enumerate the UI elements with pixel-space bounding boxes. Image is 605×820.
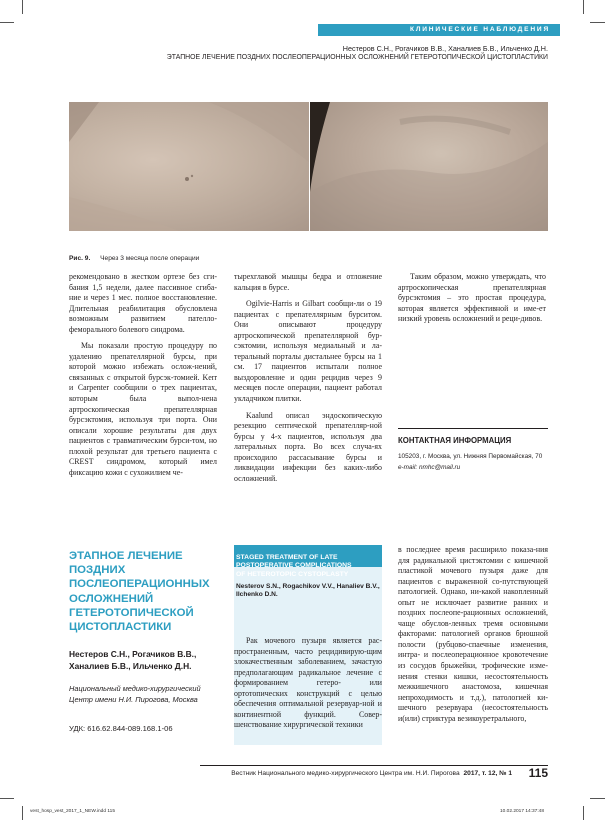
article-title-line: ПОЗДНИХ: [69, 564, 126, 577]
body-column-3: [398, 272, 546, 325]
crop-mark: [0, 798, 14, 799]
institution-line: Национальный медико-хирургический: [69, 684, 201, 693]
crop-mark: [583, 806, 584, 820]
authors-line: Нестеров С.Н., Рогачиков В.В.,: [69, 649, 197, 659]
footer-journal: [200, 770, 512, 777]
figure-label: Рис. 9.: [69, 255, 91, 262]
english-authors-line: Ilchenko D.N.: [236, 591, 278, 599]
print-slug-left: vest_hosp_vest_2017_1_NEW.indd 115: [30, 809, 115, 814]
institution-line: Центр имени Н.И. Пирогова, Москва: [69, 694, 198, 704]
authors-line: Ханалиев Б.В., Ильченко Д.Н.: [69, 660, 192, 671]
body-column-1: [69, 272, 217, 478]
contact-heading: КОНТАКТНАЯ ИНФОРМАЦИЯ: [398, 436, 512, 445]
print-slug-right: 10.02.2017 14:37:48: [500, 809, 545, 814]
article-institution: [69, 684, 201, 705]
figure-photo-right: [310, 102, 548, 231]
article-title-line: ПОСЛЕОПЕРАЦИОННЫХ: [69, 578, 210, 591]
english-title-line: POSTOPERATIVE COMPLICATIONS: [236, 562, 352, 570]
crop-mark: [583, 0, 584, 14]
paragraph: Таким образом, можно утверждать, что артроскопическая препателлярная бурсэктомия – это простая процедура, которая является эффективной и име-ет низкий уровень осложнений и реци-дивов.: [398, 272, 546, 324]
paragraph: тырехглавой мышцы бедра и отложение кальция в бурсе.: [234, 272, 382, 292]
paragraph: Ogilvie-Harris и Gilbart сообщи-ли о 19 пациентах с препателлярным бурситом. Они описывают процедуру артроскопической препателлярной бур-сэктомии, используя медиальный и ла-теральный порталы дистальнее бурсы на 1 см. 17 пациентов испытали полное выздоровление и один рецидив через 9 месяцев после операции, пациент работал укладчиком плитки.: [234, 299, 382, 404]
photo-detail: [310, 102, 548, 231]
crop-mark: [590, 798, 605, 799]
section-label: КЛИНИЧЕСКИЕ НАБЛЮДЕНИЯ: [410, 26, 550, 33]
crop-mark: [22, 806, 23, 820]
article-title-line: ЦИСТОПЛАСТИКИ: [69, 621, 172, 634]
photo-detail: [69, 102, 309, 231]
running-head-authors: Нестеров С.Н., Рогачиков В.В., Ханалиев Б.В., Ильченко Д.Н.: [342, 44, 548, 53]
running-head-title: ЭТАПНОЕ ЛЕЧЕНИЕ ПОЗДНИХ ПОСЛЕОПЕРАЦИОННЫХ ОСЛОЖНЕНИЙ ГЕТЕРОТОПИЧЕСКОЙ ЦИСТОПЛАСТИКИ: [166, 54, 548, 61]
contact-address: 105203, г. Москва, ул. Нижняя Первомайская, 70: [398, 453, 543, 460]
figure-caption: [69, 255, 549, 262]
english-authors-line: Nesterov S.N., Rogachikov V.V., Hanaliev B.V.,: [236, 583, 380, 590]
crop-mark: [590, 22, 605, 23]
contact-email: e-mail: nmhc@mail.ru: [398, 464, 461, 471]
body-column-2: [234, 272, 382, 484]
english-title: [236, 554, 380, 579]
figure-caption-text: Через 3 месяца после операции: [100, 255, 200, 262]
article-authors: [69, 649, 196, 672]
paragraph: Рак мочевого пузыря является рас-пространенным, часто рецидивирую-щим злокачественным заболеванием, зачастую предполагающим радикальное лечение с формированием гетеро- или ортотопических конструкций с целью обеспечения оптимальной резервуар-ной и континентной функций. Совер-шенствование хирургической техники: [234, 636, 382, 730]
english-authors: [236, 583, 380, 600]
crop-mark: [22, 0, 23, 14]
footer-year-volume: 2017, т. 12, № 1: [463, 770, 512, 777]
paragraph: рекомендовано в жестком ортезе без сги-бания 1,5 недели, далее пассивное сгиба-ние и через 1 мес. полное восстановление. Длительная реабилитация обусловлена возможным развитием пателло-феморального болевого синдрома.: [69, 272, 217, 334]
section-header-bar: [318, 24, 560, 36]
page-number: 115: [528, 766, 548, 780]
article-title-line: ЭТАПНОЕ ЛЕЧЕНИЕ: [69, 550, 183, 562]
paragraph: Мы показали простую процедуру по удалению препателлярной бурсы, при которой можно избежать ослож-нений, связанных с открытой бурсэк-томией. Kerr и Carpenter сообщили о трех пациентах, которым была выпол-нена артроскопическая препателлярная бурсэктомия, используя три порта. Они описали хорошие результаты для двух пациентов с травматическим бурси-том, но плохой результат для третьего пациента с CREST синдромом, который имел фиксацию кожи с сухожилием че-: [69, 341, 217, 477]
article-title-line: ОСЛОЖНЕНИЙ: [69, 592, 154, 605]
crop-mark: [0, 22, 14, 23]
english-title-line: STAGED TREATMENT OF LATE: [236, 554, 338, 561]
paragraph: Kaalund описал эндоскопическую резекцию септической препателляр-ной бурсы у 4-х пациентов, используя два латеральных порта. Во всех случа-ях происходило рассасывание бурсы и ликвидации инфекции без каких-либо осложнений.: [234, 410, 382, 483]
article-title: [69, 549, 229, 634]
footer-rule: [200, 765, 548, 766]
figure-photo-left: [69, 102, 309, 231]
english-title-line: OF HETEROTOPIC CYSTOPLASTY: [236, 570, 349, 578]
article-title-line: ГЕТЕРОТОПИЧЕСКОЙ: [69, 606, 194, 619]
paragraph: в последнее время расширило показа-ния для радикальной цистэктомии с кишечной пластикой мочевого пузыря даже для пациентов с выраженной со-путствующей патологией. Однако, ни-какой накопленный опыт не исключает развитие ранних и поздних послеопе-рационных осложнений, чаще обуслов-ленных тремя основными факторами: патологией органов брюшной полости (рубцово-спаечные изменения, интра- и послеоперационное кровотечение из сосудов брыжейки, трофические изме-нения стенки кишки, несостоятельность межкишечного анастомоза, кишечная непроходимость и т.д.), патологией ки-шечного резервуара (несостоятельность и(или) стриктура везикоуретрального,: [398, 545, 548, 723]
intro-column-3: [398, 545, 548, 724]
article-udk: УДК: 616.62.844-089.168.1-06: [69, 724, 173, 733]
contact-rule: [398, 428, 548, 429]
intro-column-2: [234, 636, 382, 731]
footer-journal-name: Вестник Национального медико-хирургического Центра им. Н.И. Пирогова: [231, 770, 460, 777]
